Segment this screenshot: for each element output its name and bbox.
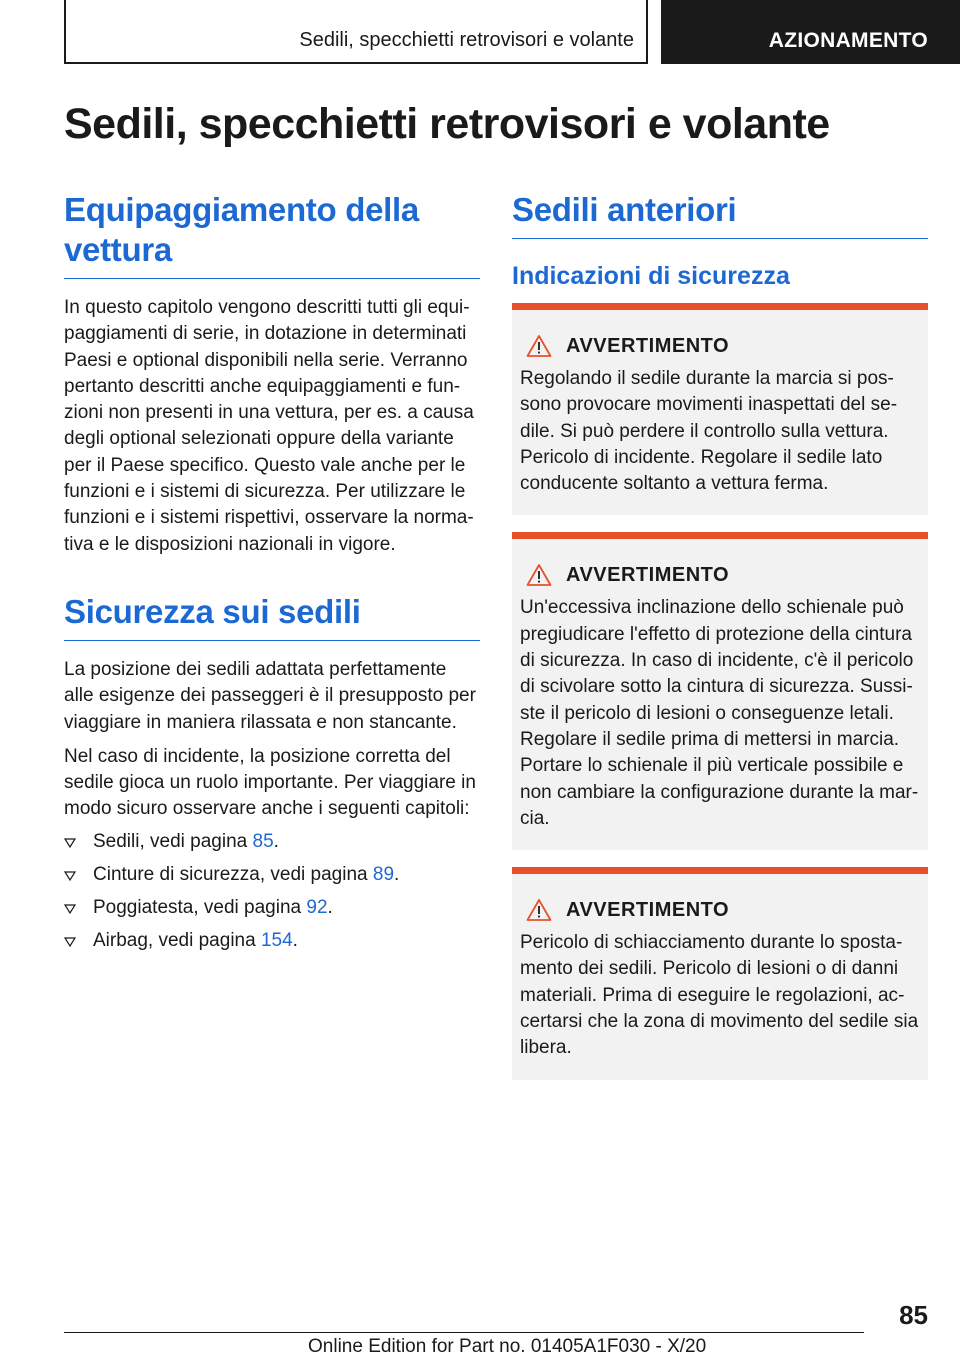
warning-title: AVVERTIMENTO [566,563,730,586]
warning-header [520,557,920,593]
page-link[interactable]: 89 [372,863,395,885]
page-link[interactable]: 92 [306,896,328,918]
page-number: 85 [899,1300,928,1330]
page-title: Sedili, specchietti retrovisori e volante [64,100,830,148]
warning-triangle-icon [526,898,552,922]
bullet-triangle-icon [64,838,76,848]
warning-box [512,867,928,1079]
warning-text: Pericolo di schiacciamento durante lo spostamento dei sedili. Pericolo di lesioni o di danni materiali. Prima di eseguire le regolazioni, accertarsi che la zona di movimento del sedile sia libera. [520,932,919,1059]
warning-box [512,532,928,850]
edition-footer: Online Edition for Part no. 01405A1F030 - X/20 [308,1336,707,1357]
seat-safety-paragraph-2: Nel caso di incidente, la posizione corretta del sedile gioca un ruolo importante. Per viaggiare in modo sicuro osservare anche i seguenti capitoli: [64,745,476,820]
equipment-heading: Equipaggiamento della vettura [64,190,480,279]
warning-header [520,328,920,364]
header-section-label: Sedili, specchietti retrovisori e volante [64,0,648,64]
warning-text: Regolando il sedile durante la marcia si possono provocare movimenti inaspettati del sedile. Si può perdere il controllo sulla vettura. Pericolo di incidente. Regolare il sedile lato conducente soltanto a vettura ferma. [520,368,898,495]
list-item: Sedili, vedi pagina 85. [64,829,480,855]
bullet-triangle-icon [64,904,76,914]
front-seats-heading: Sedili anteriori [512,190,928,239]
seat-safety-paragraph-1: La posizione dei sedili adattata perfettamente alle esigenze dei passeggeri è il presupposto per viaggiare in maniera rilassata e non stancante. [64,658,476,733]
warning-title: AVVERTIMENTO [566,334,730,357]
reference-text: Cinture di sicurezza, vedi pagina [93,863,373,885]
left-column [64,190,480,961]
safety-notes-subheading: Indicazioni di sicurezza [512,262,790,290]
chapter-reference-list [64,829,480,954]
warning-header [520,892,920,928]
warning-text: Un'eccessiva inclinazione dello schienale può pregiudicare l'effetto di protezione della cintura di sicurezza. In caso di incidente, c'è il pericolo di scivolare sotto la cintura di sicurezza. Sussiste il pericolo di lesioni o conseguenze letali. Regolare il sedile prima di mettersi in marcia. Portare lo schienale il più verticale possibile e non cambiare la configurazione durante la marcia. [520,597,919,829]
reference-text: Poggiatesta, vedi pagina [93,896,307,918]
header-chapter-tab: AZIONAMENTO [661,0,960,64]
right-column [512,190,928,1097]
warning-triangle-icon [526,334,552,358]
bullet-triangle-icon [64,937,76,947]
warning-box [512,303,928,515]
reference-text: Airbag, vedi pagina [93,929,261,951]
list-item: Airbag, vedi pagina 154. [64,928,480,954]
equipment-section [64,190,480,558]
seat-safety-heading: Sicurezza sui sedili [64,592,480,641]
page-link[interactable]: 85 [252,830,274,852]
equipment-paragraph: In questo capitolo vengono descritti tutti gli equipaggiamenti di serie, in dotazione in determinati Paesi e optional disponibili nella serie. Verranno pertanto descritti anche equipaggiamenti e funzioni non presenti in una vettura, per es. a causa degli optional selezionati oppure della variante per il Paese specifico. Questo vale anche per le funzioni e i sistemi di sicurezza. Per utilizzare le funzioni e i sistemi rispettivi, osservare la normativa e le disposizioni nazionali in vigore. [64,297,474,555]
list-item: Poggiatesta, vedi pagina 92. [64,895,480,921]
footer-divider [64,1332,864,1333]
bullet-triangle-icon [64,871,76,881]
list-item: Cinture di sicurezza, vedi pagina 89. [64,862,480,888]
warning-title: AVVERTIMENTO [566,898,730,921]
warning-triangle-icon [526,563,552,587]
page-link[interactable]: 154 [260,929,293,951]
seat-safety-section [64,592,480,954]
reference-text: Sedili, vedi pagina [93,830,253,852]
